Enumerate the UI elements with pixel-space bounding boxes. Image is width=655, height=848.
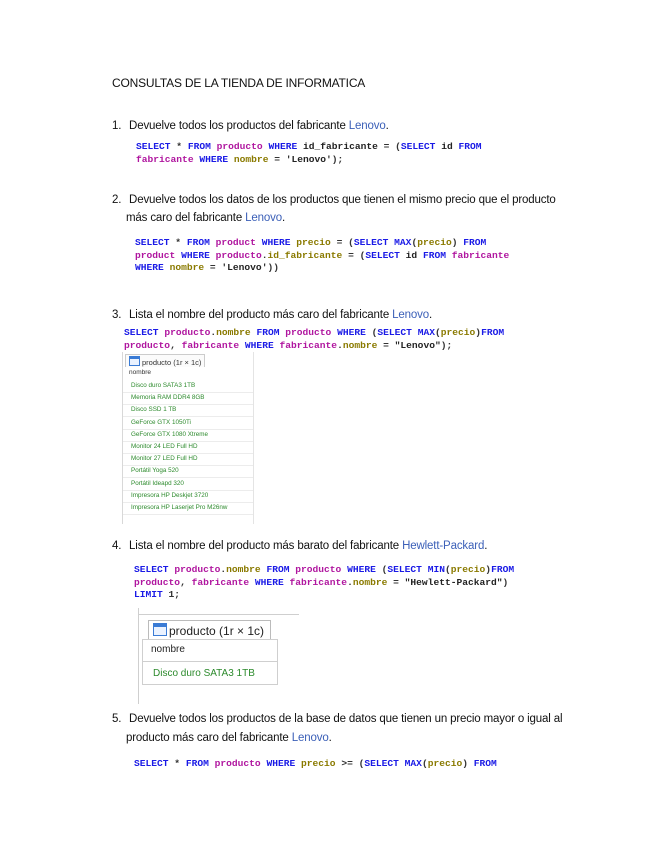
code-token: = (268, 153, 286, 165)
table-row[interactable]: Disco SSD 1 TB (131, 406, 177, 414)
row-divider (123, 404, 253, 405)
code-token: = (387, 576, 405, 588)
question-text: Devuelve todos los productos del fabricante (129, 120, 349, 132)
table-row[interactable]: Monitor 24 LED Full HD (131, 443, 198, 450)
table-row[interactable]: GeForce GTX 1080 Xtreme (131, 430, 208, 438)
query-result-table-hp (138, 608, 299, 704)
code-token: SELECT (377, 327, 412, 338)
table-row[interactable]: GeForce GTX 1050Ti (131, 418, 191, 426)
code-token: "Hewlett-Packard" (404, 576, 503, 588)
code-token: . (347, 576, 353, 588)
code-token: precio (440, 327, 476, 338)
code-token: "Lenovo" (394, 339, 441, 351)
code-token: FROM (481, 327, 505, 338)
code-token: WHERE (254, 576, 284, 588)
sql-code-2 (135, 237, 509, 275)
code-token: , (170, 339, 182, 351)
code-line (135, 237, 509, 250)
question-text: más caro del fabricante (126, 212, 246, 224)
code-token: . (337, 339, 343, 351)
code-token: = ( (377, 141, 401, 152)
code-token: WHERE (199, 153, 229, 165)
code-token: = ( (330, 237, 354, 248)
code-token: product (215, 237, 256, 248)
row-divider (123, 465, 253, 466)
code-token: WHERE (135, 262, 164, 273)
code-token: SELECT (400, 141, 436, 152)
code-token: ( (434, 327, 441, 338)
code-token: MAX (394, 237, 412, 248)
code-token: SELECT (387, 564, 422, 575)
row-divider (123, 502, 253, 503)
code-token: id (405, 249, 418, 261)
question-highlight: Lenovo (291, 732, 329, 744)
code-token: SELECT (136, 141, 171, 152)
sql-code-5 (134, 758, 497, 771)
code-token: * (169, 237, 187, 248)
code-token: precio (427, 758, 463, 769)
code-token: id_fabricante (303, 141, 378, 152)
code-token: nombre (352, 576, 388, 588)
code-token: nombre (342, 339, 378, 351)
row-divider (123, 441, 253, 442)
code-token: ( (444, 564, 451, 575)
code-token: ( (375, 564, 388, 575)
code-token: SELECT (124, 327, 159, 338)
question-text: Devuelve todos los datos de los productos que tienen el mismo precio que el producto (129, 194, 556, 206)
question-2 (112, 194, 556, 206)
result-tab-label: producto (1r × 1c) (169, 624, 265, 638)
row-divider (123, 453, 253, 454)
table-row[interactable]: Portátil Ideapd 320 (131, 479, 184, 487)
question-2-continued (126, 212, 285, 224)
document-title: CONSULTAS DE LA TIENDA DE INFORMATICA (112, 76, 366, 90)
code-token: product (135, 249, 176, 261)
row-divider (123, 477, 253, 478)
table-row[interactable]: Impresora HP Laserjet Pro M26nw (131, 504, 228, 511)
query-result-table-lenovo (122, 352, 254, 524)
code-token: FROM (458, 141, 482, 152)
code-token: . (210, 327, 217, 338)
question-number: 1. (112, 120, 122, 132)
row-divider (123, 490, 253, 491)
question-highlight: Lenovo (392, 309, 429, 321)
code-token: ) (462, 758, 474, 769)
question-text: producto más caro del fabricante (126, 732, 292, 744)
question-number: 5. (112, 713, 122, 725)
question-text: Lista el nombre del producto más barato del fabricante (129, 540, 403, 552)
row-divider (123, 429, 253, 430)
question-tail: . (281, 212, 286, 224)
code-token: WHERE (268, 141, 298, 152)
code-token: producto (214, 758, 261, 769)
code-line (134, 589, 514, 602)
code-token: FROM (256, 327, 280, 338)
code-token: SELECT (353, 237, 389, 248)
code-token: precio (450, 564, 486, 575)
code-token: ( (411, 237, 418, 248)
question-tail: . (484, 540, 488, 552)
code-line (124, 327, 504, 340)
code-token: fabricante (279, 339, 338, 351)
code-token: FROM (187, 141, 211, 152)
table-row[interactable]: Disco duro SATA3 1TB (131, 382, 196, 389)
code-token: MAX (404, 758, 422, 769)
code-token: MIN (427, 564, 445, 575)
code-token: WHERE (181, 249, 210, 261)
result-tab-label: producto (1r × 1c) (142, 358, 202, 367)
code-token: producto (285, 327, 332, 338)
code-token: MAX (417, 327, 435, 338)
code-token: 1; (162, 589, 181, 600)
code-token: . (261, 249, 268, 261)
code-token: SELECT (134, 758, 169, 769)
code-token: nombre (233, 153, 269, 165)
code-token: ( (421, 758, 428, 769)
code-token: nombre (226, 564, 261, 575)
code-token: producto (215, 249, 262, 261)
code-token: WHERE (337, 327, 366, 338)
code-token: nombre (216, 327, 251, 338)
code-token: 'Lenovo' (285, 153, 332, 165)
code-token: = (204, 262, 222, 273)
code-token: 'Lenovo' (221, 262, 268, 273)
code-token: ); (440, 339, 453, 351)
code-token: WHERE (261, 237, 291, 248)
question-number: 2. (112, 194, 122, 206)
code-token: FROM (463, 237, 487, 248)
sql-code-4 (134, 564, 514, 602)
code-token: ) (485, 564, 492, 575)
code-token: FROM (473, 758, 497, 769)
code-token: ); (331, 153, 344, 165)
question-highlight: Lenovo (348, 120, 386, 132)
code-token: producto (134, 576, 181, 588)
result-tab[interactable] (148, 620, 271, 640)
code-token: ) (451, 237, 464, 248)
code-token: FROM (186, 237, 210, 248)
code-token: LIMIT (134, 589, 163, 600)
table-grid-icon (129, 356, 140, 366)
code-token: fabricante (289, 576, 348, 588)
question-text: Devuelve todos los productos de la base de datos que tienen un precio mayor o igual al (129, 713, 563, 725)
sql-code-3 (124, 327, 504, 352)
column-header: nombre (151, 644, 185, 655)
code-token: FROM (422, 249, 446, 261)
table-row[interactable]: Impresora HP Deskjet 3720 (131, 491, 209, 499)
table-grid-icon (153, 623, 167, 636)
code-line (134, 758, 497, 771)
code-token: fabricante (181, 339, 240, 351)
code-token: * (168, 758, 186, 769)
question-5 (112, 713, 562, 725)
question-1 (112, 120, 389, 132)
row-divider (123, 392, 253, 393)
code-token: producto (295, 564, 342, 575)
code-line (135, 262, 509, 275)
table-row[interactable]: Memoria RAM DDR4 8GB (131, 394, 205, 402)
question-highlight: Lenovo (245, 212, 282, 224)
question-5-continued (126, 732, 332, 744)
table-row[interactable]: Disco duro SATA3 1TB (153, 668, 255, 679)
code-token: precio (301, 758, 336, 769)
divider (142, 661, 278, 662)
result-tab[interactable] (125, 354, 205, 367)
code-token: producto (216, 141, 263, 152)
code-token: = ( (342, 249, 366, 261)
row-divider (123, 416, 253, 417)
question-4 (112, 540, 487, 552)
code-line (134, 577, 514, 590)
code-token: fabricante (191, 576, 250, 588)
code-token: FROM (266, 564, 290, 575)
question-3 (112, 309, 432, 321)
question-number: 4. (112, 540, 122, 552)
code-line (135, 250, 509, 263)
code-token: precio (296, 237, 331, 248)
code-token: WHERE (347, 564, 376, 575)
code-line (136, 141, 482, 154)
row-divider (123, 514, 253, 515)
code-token: id_fabricante (267, 249, 343, 261)
code-token: WHERE (244, 339, 274, 351)
sql-code-1 (136, 141, 482, 166)
question-tail: . (385, 120, 389, 132)
question-tail: . (328, 732, 332, 744)
code-token: = (377, 339, 395, 351)
code-token: SELECT (135, 237, 170, 248)
question-number: 3. (112, 309, 122, 321)
column-header: nombre (129, 369, 152, 376)
table-row[interactable]: Monitor 27 LED Full HD (131, 455, 198, 463)
code-token: fabricante (136, 153, 194, 165)
code-token: )) (267, 262, 279, 273)
code-token: FROM (491, 564, 515, 575)
question-tail: . (428, 309, 433, 321)
code-token: SELECT (134, 564, 169, 575)
code-line (124, 340, 504, 353)
code-line (134, 564, 514, 577)
code-token: producto (164, 327, 211, 338)
table-row[interactable]: Portátil Yoga 520 (131, 467, 179, 475)
question-highlight: Hewlett-Packard (402, 540, 485, 552)
code-token: , (180, 576, 192, 588)
code-token: ) (475, 327, 482, 338)
code-token: ( (365, 327, 378, 338)
code-token: fabricante (451, 249, 510, 261)
code-token: SELECT (365, 249, 400, 261)
code-token: producto (174, 564, 221, 575)
code-token: producto (124, 339, 171, 351)
code-token: FROM (185, 758, 209, 769)
code-token: precio (417, 237, 452, 248)
code-token: * (170, 141, 188, 152)
code-token: >= ( (335, 758, 365, 769)
code-token: ) (502, 576, 509, 588)
code-token: SELECT (364, 758, 399, 769)
code-token: WHERE (266, 758, 296, 769)
code-token: id (441, 141, 453, 152)
question-text: Lista el nombre del producto más caro del fabricante (129, 309, 393, 321)
code-line (136, 154, 482, 167)
code-token: nombre (169, 262, 205, 273)
divider (139, 614, 299, 615)
code-token: . (220, 564, 227, 575)
